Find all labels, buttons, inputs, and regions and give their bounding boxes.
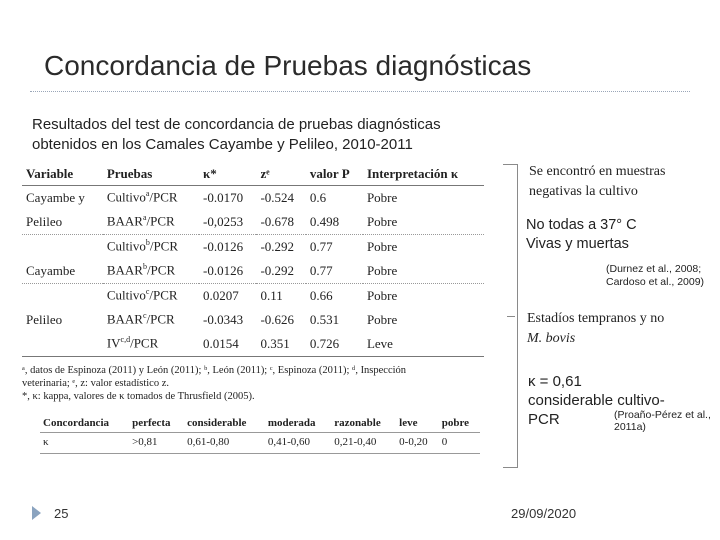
cell-kappa: -0.0126: [203, 262, 244, 278]
cell-z: -0.626: [260, 311, 295, 327]
caption-line-2: obtenidos en los Camales Cayambe y Pelileo, 2010-2011: [32, 136, 413, 153]
table-row: [22, 210, 484, 235]
prueba-suffix: /PCR: [146, 262, 176, 278]
cell-variable: Pelileo: [26, 213, 63, 229]
side-note-2-line-1: No todas a 37° C: [526, 217, 637, 233]
footnote-line-3: *, κ: kappa, valores de κ tomados de Thrusfield (2005).: [22, 391, 255, 402]
table-footnotes: [22, 364, 500, 403]
slide-title: Concordancia de Pruebas diagnósticas: [44, 50, 532, 81]
cell-kappa: -0.0126: [199, 235, 256, 260]
side-note-3-line-2: M. bovis: [527, 331, 576, 346]
prueba-sup: a: [142, 213, 147, 223]
cell-kappa: 0.0207: [199, 284, 256, 309]
prueba-name: IV: [106, 335, 121, 351]
kappa-header-row: [40, 414, 480, 433]
side-note-4-line-2: considerable cultivo-: [528, 392, 665, 409]
kappa-header: perfecta: [129, 414, 184, 433]
kappa-cell: 0,61-0,80: [184, 433, 265, 454]
prueba-sup: a: [145, 189, 150, 199]
table-row: [22, 284, 484, 309]
kappa-header: leve: [396, 414, 439, 433]
kappa-cell: >0,81: [129, 433, 184, 454]
cell-variable: [22, 284, 103, 309]
cell-variable: [22, 332, 103, 357]
kappa-cell: 0,41-0,60: [265, 433, 331, 454]
cell-z: -0.292: [256, 235, 305, 260]
cell-prueba: [103, 308, 199, 332]
cell-interp: Pobre: [363, 284, 484, 309]
cell-variable: Cayambe: [26, 262, 76, 278]
cell-prueba: [103, 332, 199, 357]
prueba-suffix: /PCR: [146, 311, 175, 327]
side-note-1: [529, 162, 665, 202]
cell-variable: Cayambe y: [26, 189, 85, 205]
table-row: [22, 186, 484, 211]
title-divider: [30, 91, 690, 92]
citation-2: (Proaño-Pérez et al., 2011a): [614, 409, 711, 433]
side-note-1-line-2: negativas la cultivo: [529, 184, 638, 199]
caption-line-1: Resultados del test de concordancia de pruebas diagnósticas: [32, 116, 441, 133]
kappa-cell: 0-0,20: [396, 433, 439, 454]
citation-1: (Durnez et al., 2008; Cardoso et al., 2009): [606, 263, 705, 288]
kappa-cell: κ: [40, 433, 129, 454]
prueba-name: BAAR: [106, 311, 143, 327]
cell-prueba: [103, 284, 199, 309]
kappa-cell: 0: [439, 433, 480, 454]
footnote-line-2: veterinaria; ᵉ, z: valor estadístico z.: [22, 378, 170, 389]
cell-z: 0.11: [256, 284, 305, 309]
side-note-1-line-1: Se encontró en muestras: [529, 164, 666, 179]
kappa-header: pobre: [439, 414, 480, 433]
footnote-line-1: ᵃ, datos de Espinoza (2011) y León (2011); ᵇ, León (2011); ᶜ, Espinoza (2011); ᵈ, Inspección: [22, 365, 407, 376]
kappa-cell: 0,21-0,40: [331, 433, 396, 454]
cell-kappa: -0,0253: [203, 213, 244, 229]
cell-p: 0.6: [309, 189, 327, 205]
prueba-sup: c: [145, 287, 150, 297]
cell-p: 0.498: [309, 213, 340, 229]
side-note-3-line-1: Estadíos tempranos y no: [527, 311, 665, 326]
cell-p: 0.66: [306, 284, 363, 309]
cell-z: -0.524: [260, 189, 295, 205]
prueba-suffix: /PCR: [149, 238, 179, 254]
prueba-name: BAAR: [106, 262, 143, 278]
footer-arrow-icon: [32, 506, 41, 520]
cell-p: 0.77: [309, 262, 333, 278]
cell-p: 0.77: [306, 235, 363, 260]
side-note-2: [526, 216, 637, 254]
cell-interp: Pobre: [363, 235, 484, 260]
cell-variable: Pelileo: [26, 311, 63, 327]
header-p-value: valor P: [306, 163, 363, 186]
cell-prueba: [103, 259, 199, 284]
table-row: [22, 308, 484, 332]
kappa-value-row: [40, 433, 480, 454]
results-table-container: [22, 163, 482, 355]
results-table: [22, 163, 484, 357]
table-caption: [32, 115, 441, 155]
kappa-header: considerable: [184, 414, 265, 433]
kappa-header: razonable: [331, 414, 396, 433]
prueba-sup: b: [142, 262, 147, 272]
prueba-name: Cultivo: [106, 238, 146, 254]
prueba-name: Cultivo: [106, 189, 146, 205]
side-note-2-line-2: Vivas y muertas: [526, 236, 629, 252]
cell-kappa: 0.0154: [199, 332, 256, 357]
prueba-name: Cultivo: [106, 287, 146, 303]
prueba-suffix: /PCR: [149, 287, 178, 303]
cell-interp: Pobre: [366, 262, 398, 278]
prueba-suffix: /PCR: [149, 189, 178, 205]
cell-kappa: -0.0343: [203, 311, 244, 327]
header-interpretation: Interpretación κ: [363, 163, 484, 186]
results-header-row: [22, 163, 484, 186]
cell-interp: Pobre: [366, 189, 398, 205]
prueba-sup: c: [142, 311, 147, 321]
prueba-suffix: /PCR: [130, 335, 159, 351]
cell-interp: Pobre: [366, 213, 398, 229]
bracket-tick: [507, 316, 515, 317]
kappa-header: Concordancia: [40, 414, 129, 433]
side-note-4-line-1: κ = 0,61: [528, 373, 582, 390]
cell-prueba: [103, 186, 199, 211]
page-number: 25: [54, 506, 69, 521]
side-note-4-line-3: PCR: [528, 411, 560, 428]
prueba-suffix: /PCR: [146, 213, 175, 229]
cell-variable: [22, 235, 103, 260]
cell-p: 0.531: [309, 311, 340, 327]
side-note-3: [527, 309, 664, 349]
header-pruebas: Pruebas: [103, 163, 199, 186]
kappa-scale-table-container: [40, 414, 480, 454]
cell-p: 0.726: [306, 332, 363, 357]
prueba-sup: c,d: [120, 335, 131, 345]
prueba-name: BAAR: [106, 213, 143, 229]
cell-kappa: -0.0170: [203, 189, 244, 205]
cell-z: -0.678: [260, 213, 295, 229]
header-z: zᵉ: [256, 163, 305, 186]
cell-z: 0.351: [256, 332, 305, 357]
slide-date: 29/09/2020: [511, 506, 577, 521]
cell-interp: Pobre: [366, 311, 398, 327]
cell-prueba: [103, 210, 199, 235]
prueba-sup: b: [145, 238, 150, 248]
table-row: [22, 259, 484, 284]
cell-interp: Leve: [363, 332, 484, 357]
table-row: [22, 235, 484, 260]
table-row: [22, 332, 484, 357]
header-kappa: κ*: [199, 163, 256, 186]
kappa-scale-table: [40, 414, 480, 454]
header-variable: Variable: [22, 163, 103, 186]
cell-z: -0.292: [260, 262, 295, 278]
cell-prueba: [103, 235, 199, 260]
kappa-header: moderada: [265, 414, 331, 433]
